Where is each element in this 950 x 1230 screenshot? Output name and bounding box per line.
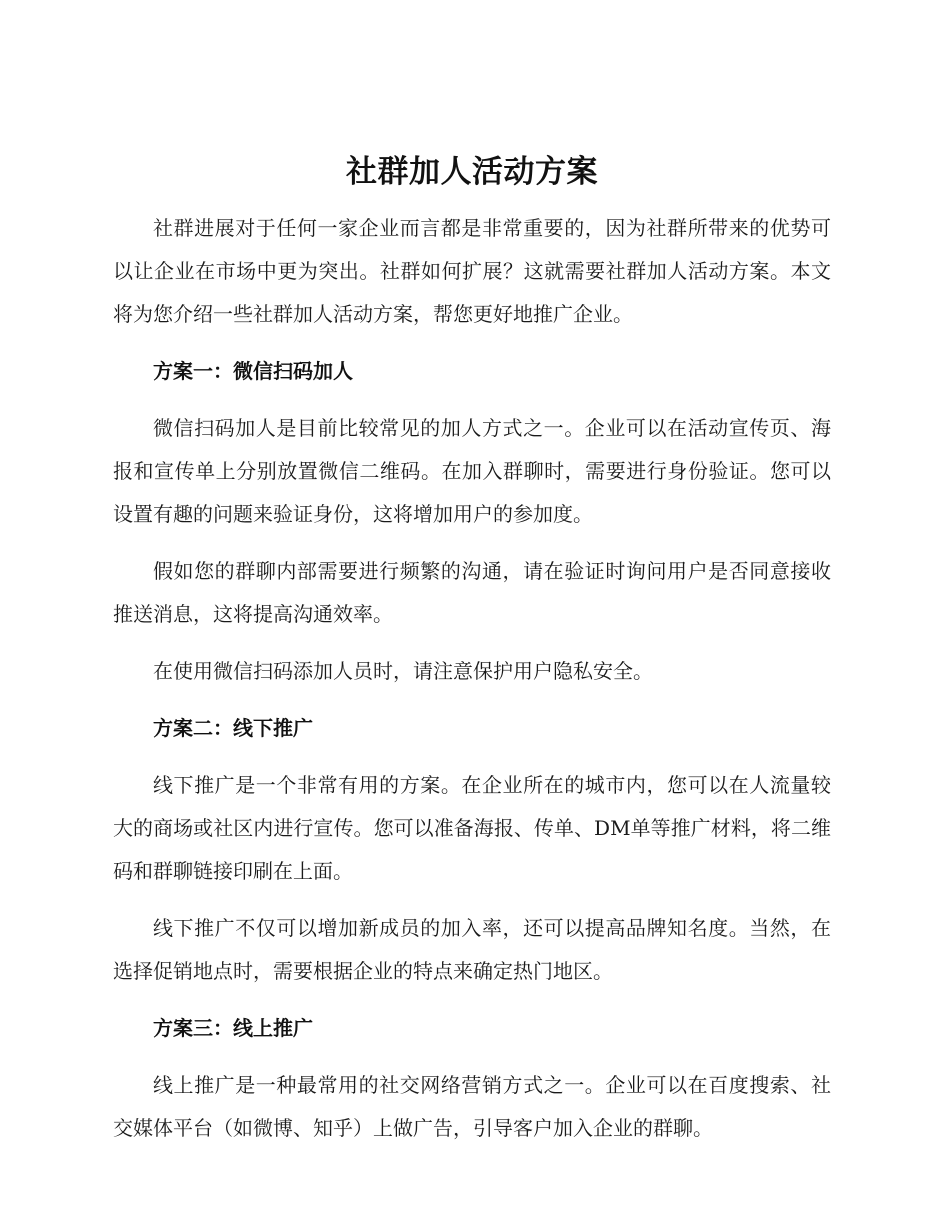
- intro-paragraph: 社群进展对于任何一家企业而言都是非常重要的，因为社群所带来的优势可以让企业在市场中更为突出。社群如何扩展？这就需要社群加人活动方案。本文将为您介绍一些社群加人活动方案，帮您更好地推广企业。: [113, 216, 831, 326]
- section-1-paragraph-2: 假如您的群聊内部需要进行频繁的沟通，请在验证时询问用户是否同意接收推送消息，这将提高沟通效率。: [113, 559, 831, 626]
- section-heading-2: 方案二：线下推广: [153, 716, 313, 740]
- section-2-paragraph-2: 线下推广不仅可以增加新成员的加入率，还可以提高品牌知名度。当然，在选择促销地点时，需要根据企业的特点来确定热门地区。: [113, 916, 831, 983]
- section-heading-3: 方案三：线上推广: [153, 1016, 313, 1040]
- section-1-paragraph-1: 微信扫码加人是目前比较常见的加人方式之一。企业可以在活动宣传页、海报和宣传单上分别放置微信二维码。在加入群聊时，需要进行身份验证。您可以设置有趣的问题来验证身份，这将增加用户的参加度。: [113, 416, 831, 526]
- section-2-paragraph-1: 线下推广是一个非常有用的方案。在企业所在的城市内，您可以在人流量较大的商场或社区内进行宣传。您可以准备海报、传单、DM单等推广材料，将二维码和群聊链接印刷在上面。: [113, 773, 831, 883]
- section-heading-1: 方案一：微信扫码加人: [153, 359, 353, 383]
- section-3-paragraph-1: 线上推广是一种最常用的社交网络营销方式之一。企业可以在百度搜索、社交媒体平台（如微博、知乎）上做广告，引导客户加入企业的群聊。: [113, 1073, 831, 1140]
- document-body: [113, 145, 831, 1164]
- section-1-paragraph-3: 在使用微信扫码添加人员时，请注意保护用户隐私安全。: [153, 659, 653, 683]
- document-title: 社群加人活动方案: [346, 154, 598, 190]
